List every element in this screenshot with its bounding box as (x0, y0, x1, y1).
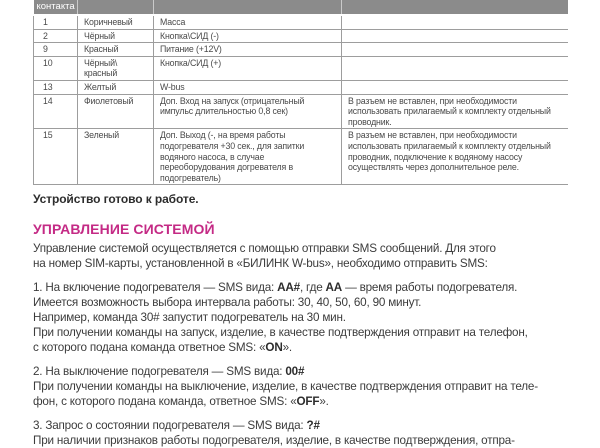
section-heading: УПРАВЛЕНИЕ СИСТЕМОЙ (33, 221, 215, 238)
paragraph-intro (33, 241, 580, 271)
table-cell-note (342, 15, 569, 29)
table-cell-pin: 15 (34, 129, 78, 185)
table-cell-func: Питание (+12V) (154, 43, 342, 57)
table-cell-pin: 1 (34, 15, 78, 29)
table-cell-func: Кнопка\СИД (-) (154, 29, 342, 43)
text-line: При получении команды на запуск, изделие, в качестве подтверждения отправит на телефон, (33, 326, 528, 340)
table-cell-color: Чёрный (78, 29, 154, 43)
table-cell-func: Доп. Вход на запуск (отрицательный импульс длительностью 0,8 сек) (154, 94, 342, 129)
text-line: 1. На включение подогревателя — SMS вида: AA#, где AA — время работы подогревателя. (33, 281, 518, 295)
table-row (34, 129, 569, 185)
table-cell-pin: 13 (34, 80, 78, 94)
table-cell-func: W-bus (154, 80, 342, 94)
text-line: При получении команды на выключение, изделие, в качестве подтверждения отправит на теле- (33, 380, 538, 394)
table-row (34, 56, 569, 80)
paragraph-cmd-status (33, 418, 580, 448)
text-content (0, 192, 600, 448)
table-cell-func: Кнопка/СИД (+) (154, 56, 342, 80)
text-line: 3. Запрос о состоянии подогревателя — SMS вида: ?# (33, 419, 320, 433)
text-line: Например, команда 30# запустит подогреватель на 30 мин. (33, 311, 346, 325)
paragraphs-block (33, 241, 580, 448)
pinout-table (33, 0, 568, 185)
table-header (34, 0, 569, 15)
table-cell-color: Чёрный\ красный (78, 56, 154, 80)
table-cell-pin: 14 (34, 94, 78, 129)
header-cell-note (342, 0, 569, 15)
paragraph-cmd-on (33, 280, 580, 355)
table-body (34, 15, 569, 185)
header-cell-pin: контакта (34, 0, 78, 15)
table-row (34, 43, 569, 57)
header-cell-func (154, 0, 342, 15)
table-cell-color: Фиолетовый (78, 94, 154, 129)
text-line: на номер SIM-карты, установленной в «БИЛИНК W-bus», необходимо отправить SMS: (33, 257, 488, 271)
text-line: Управление системой осуществляется с помощью отправки SMS сообщений. Для этого (33, 242, 496, 256)
table-cell-note (342, 80, 569, 94)
table-cell-color: Коричневый (78, 15, 154, 29)
text-line: фон, с которого подана команда, ответное SMS: «OFF». (33, 395, 329, 409)
table-cell-color: Желтый (78, 80, 154, 94)
paragraph-cmd-off (33, 364, 580, 409)
table-cell-note: В разъем не вставлен, при необходимости использовать прилагаемый к комплекту отдельный проводник. (342, 94, 569, 129)
table-cell-color: Зеленый (78, 129, 154, 185)
table-cell-pin: 9 (34, 43, 78, 57)
text-line: с которого подана команда ответное SMS: «ON». (33, 341, 292, 355)
table-cell-func: Масса (154, 15, 342, 29)
table-cell-note (342, 56, 569, 80)
table-cell-func: Доп. Выход (-, на время работы подогревателя +30 сек., для запитки водяного насоса, в случае переоборудования догревателя в подогреватель) (154, 129, 342, 185)
table-cell-color: Красный (78, 43, 154, 57)
table-row (34, 29, 569, 43)
table-cell-pin: 10 (34, 56, 78, 80)
table-row (34, 80, 569, 94)
table-cell-note (342, 43, 569, 57)
pinout-table-wrap (33, 0, 568, 185)
table-row (34, 15, 569, 29)
device-ready-text: Устройство готово к работе. (33, 192, 199, 207)
table-cell-note (342, 29, 569, 43)
text-line: Имеется возможность выбора интервала работы: 30, 40, 50, 60, 90 минут. (33, 296, 422, 310)
text-line: 2. На выключение подогревателя — SMS вида: 00# (33, 365, 305, 379)
header-cell-color (78, 0, 154, 15)
table-cell-pin: 2 (34, 29, 78, 43)
table-cell-note: В разъем не вставлен, при необходимости использовать прилагаемый к комплекту отдельный проводник, подключение к водяному насосу осуществлять через дополнительное реле. (342, 129, 569, 185)
table-header-row (34, 0, 569, 15)
text-line: При наличии признаков работы подогревателя, изделие, в качестве подтверждения, отпра- (33, 434, 515, 448)
table-row (34, 94, 569, 129)
